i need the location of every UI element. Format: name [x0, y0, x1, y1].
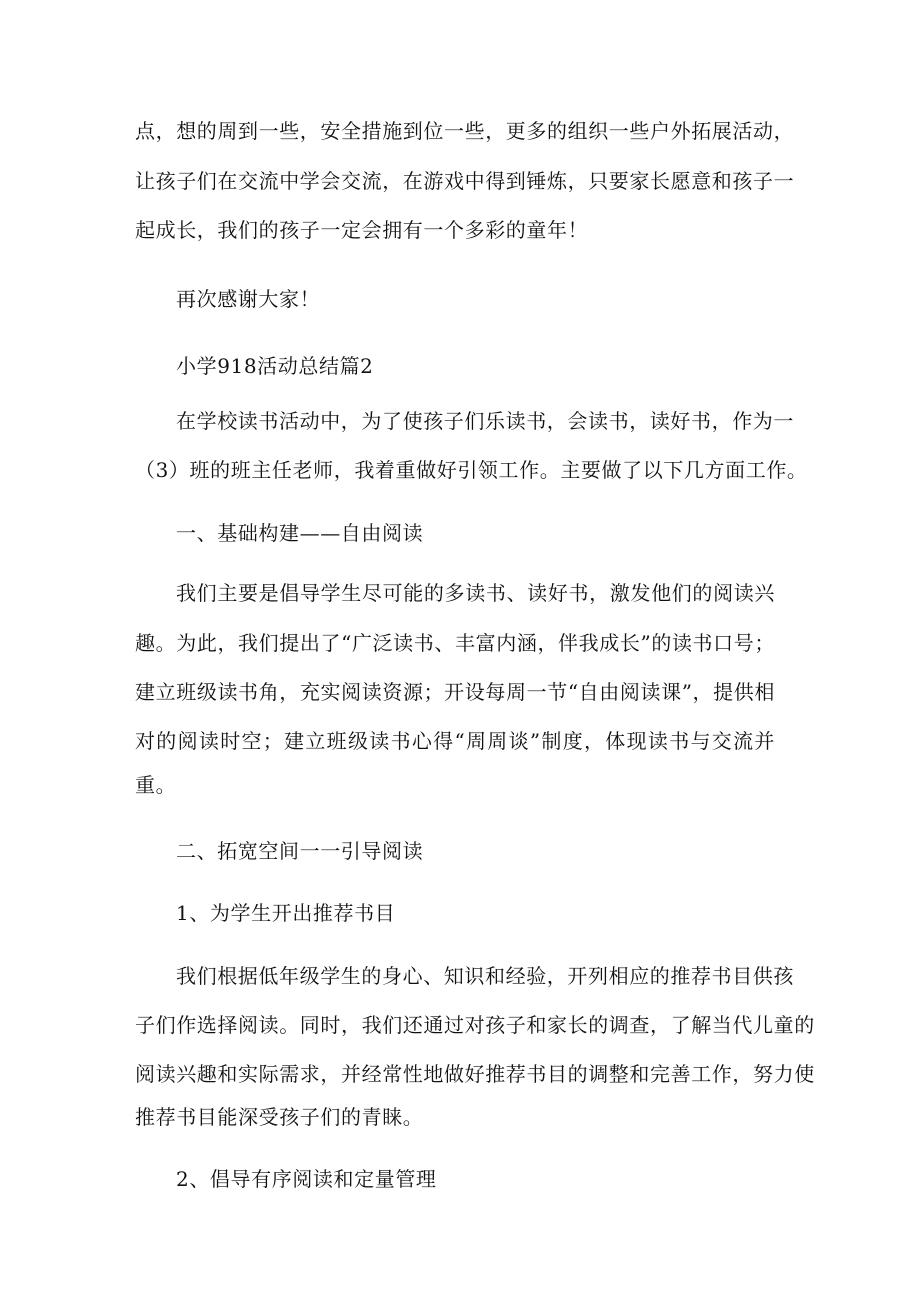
- paragraph-line: 起成长，我们的孩子一定会拥有一个多彩的童年！: [135, 218, 589, 242]
- paragraph-line: 我们主要是倡导学生尽可能的多读书、读好书，激发他们的阅读兴: [176, 581, 775, 605]
- paragraph-line: 我们根据低年级学生的身心、知识和经验，开列相应的推荐书目供孩: [176, 964, 794, 988]
- paragraph-line: 阅读兴趣和实际需求，并经常性地做好推荐书目的调整和完善工作，努力使: [135, 1062, 815, 1086]
- paragraph-line: 推荐书目能深受孩子们的青睐。: [135, 1105, 424, 1129]
- paragraph-line: （3）班的班主任老师，我着重做好引领工作。主要做了以下几方面工作。: [135, 458, 808, 482]
- subsection-heading: 一、基础构建——自由阅读: [176, 521, 424, 545]
- paragraph-line: 在学校读书活动中，为了使孩子们乐读书，会读书，读好书，作为一: [176, 409, 794, 433]
- paragraph-line: 点，想的周到一些，安全措施到位一些，更多的组织一些户外拓展活动，: [135, 119, 795, 143]
- section-heading: 小学918活动总结篇2: [176, 354, 374, 378]
- paragraph-line: 趣。为此，我们提出了“广泛读书、丰富内涵，伴我成长”的读书口号；: [135, 631, 775, 655]
- list-heading: 1、为学生开出推荐书目: [176, 901, 396, 925]
- paragraph-line: 子们作选择阅读。同时，我们还通过对孩子和家长的调查，了解当代儿童的: [135, 1013, 815, 1037]
- paragraph-line: 建立班级读书角，充实阅读资源；开设每周一节“自由阅读课”，提供相: [135, 680, 775, 704]
- list-heading: 2、倡导有序阅读和定量管理: [176, 1167, 437, 1191]
- paragraph-line: 对的阅读时空；建立班级读书心得“周周谈”制度，体现读书与交流并: [135, 729, 775, 753]
- paragraph-line: 让孩子们在交流中学会交流，在游戏中得到锤炼，只要家长愿意和孩子一: [135, 169, 795, 193]
- paragraph-line: 再次感谢大家！: [176, 287, 321, 311]
- paragraph-line: 重。: [135, 773, 177, 797]
- subsection-heading: 二、拓宽空间一一引导阅读: [176, 839, 424, 863]
